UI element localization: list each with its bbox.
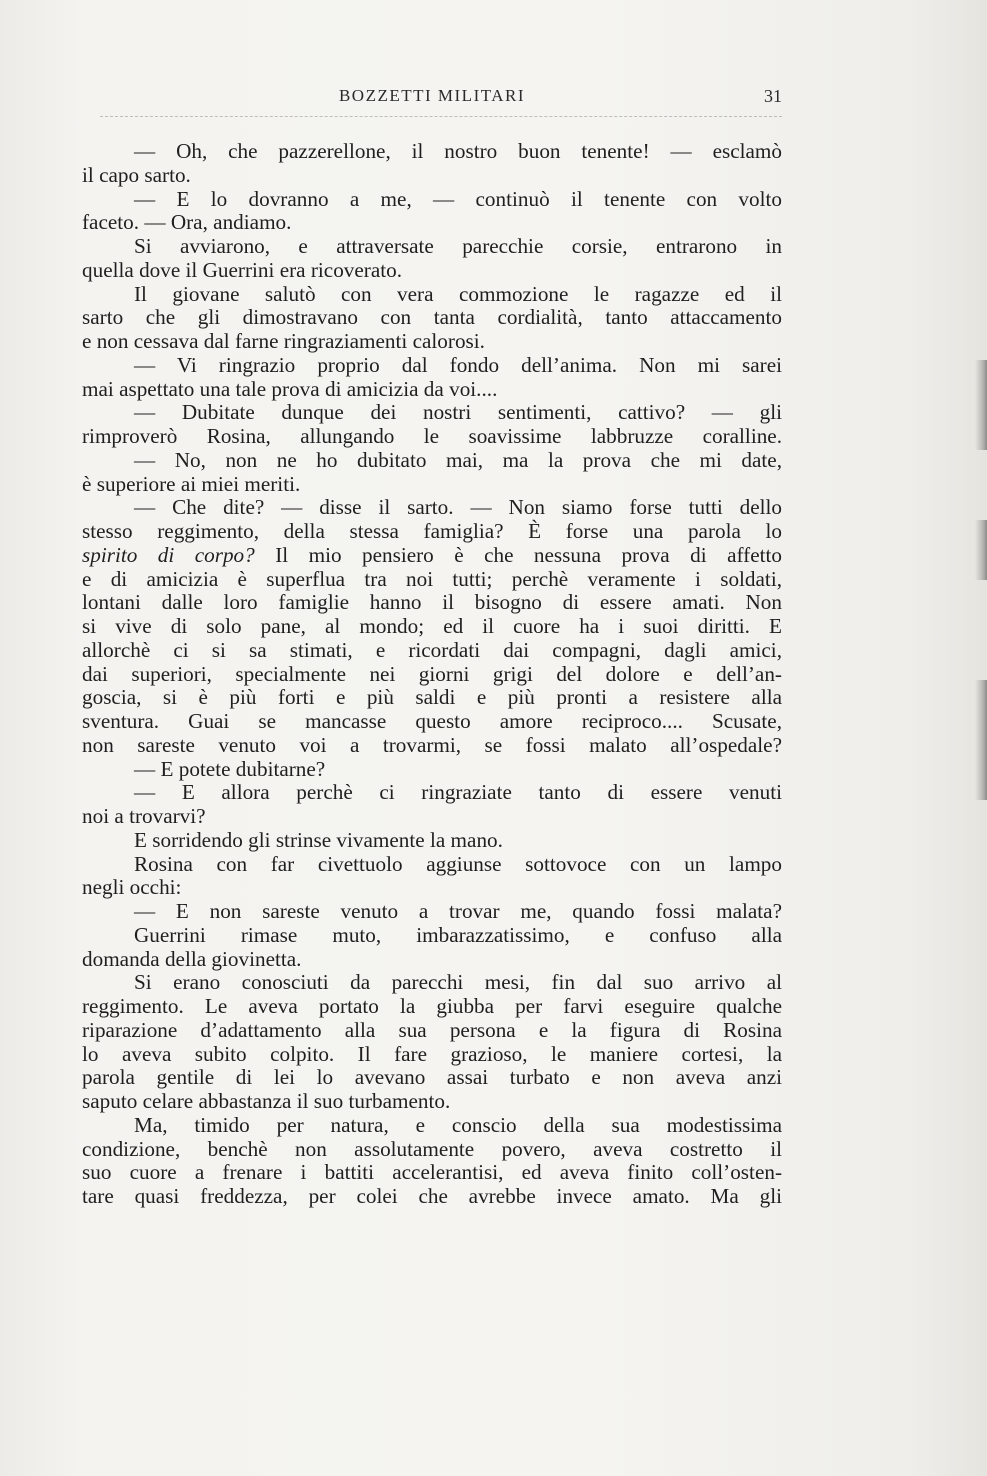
text-line: allorchè ci si sa stimati, e ricordati dai compagni, dagli amici,: [82, 637, 782, 662]
text-line: — Oh, che pazzerellone, il nostro buon tenente! — esclamò: [134, 139, 782, 163]
scan-edge-mark: [975, 360, 987, 450]
text-line: — E allora perchè ci ringraziate tanto di essere venuti: [134, 780, 782, 805]
text-line: suo cuore a frenare i battiti accelerantisi, ed aveva finito coll’osten-: [82, 1160, 782, 1185]
text-line: dai superiori, specialmente nei giorni grigi del dolore e dell’an-: [82, 661, 782, 686]
text-line: — No, non ne ho dubitato mai, ma la prova che mi date,: [134, 447, 782, 472]
text-line: — E potete dubitarne?: [134, 756, 326, 781]
text-line: mai aspettato una tale prova di amicizia da voi....: [82, 376, 498, 401]
text-line: e non cessava dal farne ringraziamenti calorosi.: [82, 329, 485, 353]
text-line: riparazione d’adattamento alla sua persona e la figura di Rosina: [82, 1017, 782, 1042]
text-line: domanda della giovinetta.: [82, 946, 302, 971]
text-line: — E lo dovranno a me, — continuò il tenente con volto: [134, 186, 782, 211]
text-line: Guerrini rimase muto, imbarazzatissimo, e confuso alla: [134, 922, 782, 947]
text-line: — Vi ringrazio proprio dal fondo dell’anima. Non mi sarei: [134, 352, 782, 377]
text-line: il capo sarto.: [82, 162, 191, 187]
text-line: quella dove il Guerrini era ricoverato.: [82, 257, 403, 282]
scan-edge-mark: [975, 680, 987, 800]
text-line: Ma, timido per natura, e conscio della sua modestissima: [134, 1112, 782, 1137]
text-line: rimproverò Rosina, allungando le soavissime labbruzze coralline.: [82, 424, 782, 448]
text-line: E sorridendo gli strinse vivamente la mano.: [134, 827, 503, 852]
text-line: — Che dite? — disse il sarto. — Non siamo forse tutti dello: [134, 495, 782, 520]
body-text: [82, 140, 782, 1209]
text-line: reggimento. Le aveva portato la giubba per farvi eseguire qualche: [82, 994, 782, 1018]
text-line: noi a trovarvi?: [82, 804, 206, 828]
text-line: condizione, benchè non assolutamente povero, aveva costretto il: [82, 1136, 782, 1161]
text-line: negli occhi:: [82, 875, 182, 900]
scan-edge-mark: [975, 520, 987, 580]
text-line: saputo celare abbastanza il suo turbamento.: [82, 1089, 451, 1113]
text-line: è superiore ai miei meriti.: [82, 471, 301, 496]
text-line: — E non sareste venuto a trovar me, quando fossi malata?: [134, 899, 782, 923]
text-line: sventura. Guai se mancasse questo amore reciproco.... Scusate,: [82, 709, 782, 733]
text-line: Si avviarono, e attraversate parecchie corsie, entrarono in: [134, 234, 782, 258]
text-line: goscia, si è più forti e più saldi e più pronti a resistere alla: [82, 685, 782, 710]
page-number: 31: [764, 86, 782, 106]
text-line: Il giovane salutò con vera commozione le ragazze ed il: [134, 281, 782, 306]
header-rule: [100, 110, 782, 117]
text-line: spirito di corpo? Il mio pensiero è che nessuna prova di affetto: [82, 542, 782, 567]
text-line: stesso reggimento, della stessa famiglia? È forse una parola lo: [82, 519, 782, 543]
text-line: lo aveva subito colpito. Il fare grazioso, le maniere cortesi, la: [82, 1041, 782, 1066]
text-line: lontani dalle loro famiglie hanno il bisogno di essere amati. Non: [82, 590, 782, 615]
text-line: parola gentile di lei lo avevano assai turbato e non aveva anzi: [82, 1065, 782, 1090]
text-line: e di amicizia è superflua tra noi tutti; perchè veramente i soldati,: [82, 566, 782, 591]
text-line: sarto che gli dimostravano con tanta cordialità, tanto attaccamento: [82, 305, 782, 330]
text-line: faceto. — Ora, andiamo.: [82, 210, 292, 235]
italic-phrase: spirito di corpo?: [82, 542, 255, 567]
text-line: tare quasi freddezza, per colei che avrebbe invece amato. Ma gli: [82, 1184, 782, 1208]
text-line: si vive di solo pane, al mondo; ed il cuore ha i suoi diritti. E: [82, 614, 782, 638]
text-line: Si erano conosciuti da parecchi mesi, fin dal suo arrivo al: [134, 970, 782, 995]
text-line: Rosina con far civettuolo aggiunse sottovoce con un lampo: [134, 851, 782, 876]
text-line: non sareste venuto voi a trovarmi, se fossi malato all’ospedale?: [82, 732, 782, 757]
text-line: — Dubitate dunque dei nostri sentimenti, cattivo? — gli: [134, 400, 782, 425]
running-title: BOZZETTI MILITARI: [338, 86, 526, 105]
